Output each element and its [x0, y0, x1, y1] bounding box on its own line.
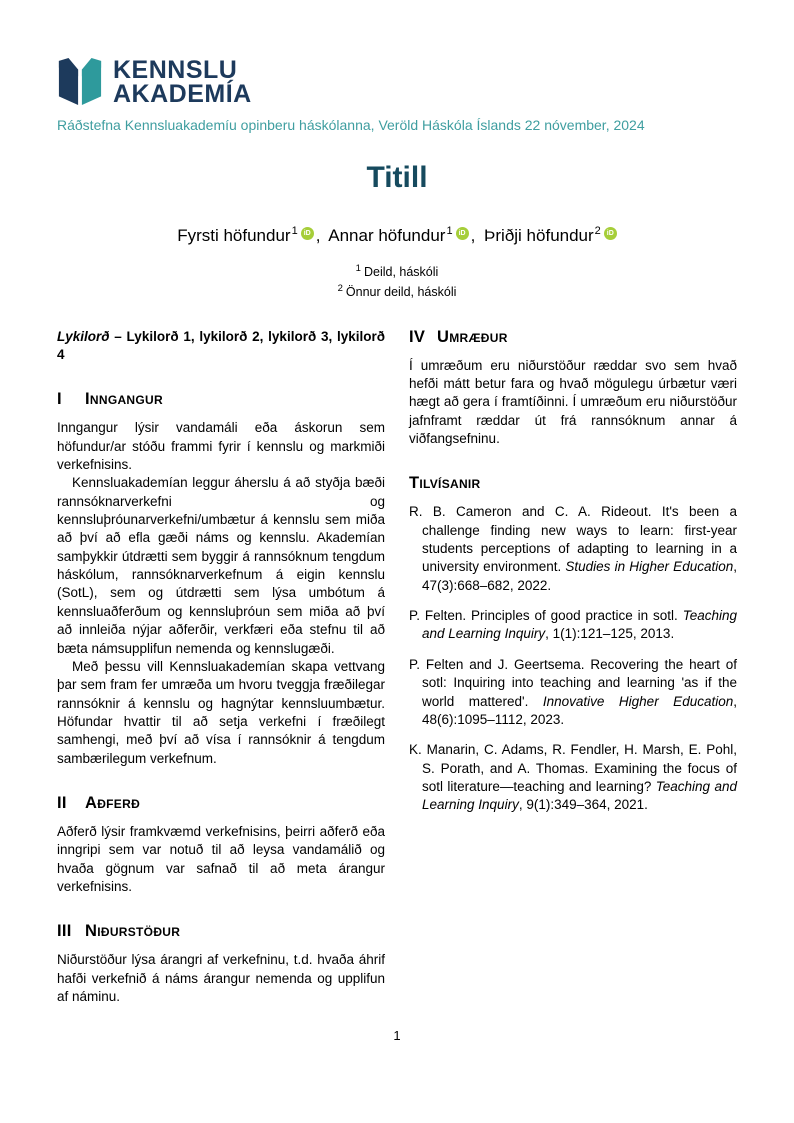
paragraph: Kennsluakademían leggur áherslu á að styðja bæði rannsóknarverkefni og kennsluþróunarverkefni/umbætur á kennslu sem miða að því að efla gæði náms og kennslu. Akademían samþykkir útdrætti sem byggir á rannsóknum tengdum háskólum, rannsóknarverkefnum á eigin kennslu (SotL), sem og útdrætti sem lýsa umbótum á kennsluaðferðum og kennsluþróun sem miða að því að innleiða nýjar aðferðir, verkfæri eða stefnu til að bæta námsupplifun nemenda og kennslugæði.	[57, 475, 385, 656]
reference-4	[409, 741, 737, 814]
section-title: Niðurstöður	[85, 922, 181, 941]
reference-text: R. B. Cameron and C. A. Rideout. It's been a challenge finding new ways to learn: first-year students perceptions of adapting to learning in a university environment.	[409, 504, 737, 575]
reference-3	[409, 656, 737, 729]
orcid-id-text: iD	[606, 230, 614, 237]
left-column	[57, 328, 385, 1007]
author-name: Þriðji höfundur	[484, 226, 594, 245]
reference-text: , 48(6):1095–1112, 2023.	[422, 693, 737, 727]
reference-text: , 9(1):349–364, 2021.	[518, 797, 648, 813]
section-heading	[409, 328, 737, 347]
author-3	[484, 226, 617, 245]
logo	[57, 57, 737, 107]
affiliation-sup: 2	[337, 282, 343, 294]
reference-text: K. Manarin, C. Adams, R. Fendler, H. Marsh, E. Pohl, S. Porath, and A. Thomas. Examining the focus of sotl literature—teaching and learning?	[409, 742, 737, 794]
section-title: Tilvísanir	[409, 474, 481, 493]
author-affiliation-sup: 1	[291, 225, 298, 237]
orcid-icon[interactable]	[456, 227, 469, 240]
author-2	[328, 226, 468, 245]
affiliation-1	[57, 262, 737, 282]
affiliation-sup: 1	[355, 263, 361, 274]
logo-line2: AKADEMÍA	[113, 80, 252, 108]
authors-line	[57, 225, 737, 246]
section-title: Aðferð	[85, 794, 141, 813]
page-header	[57, 57, 737, 133]
page-number: 1	[393, 1028, 401, 1043]
orcid-icon[interactable]	[604, 227, 617, 240]
reference-list	[409, 503, 737, 814]
section-number: IV	[409, 327, 426, 346]
keywords-label: Lykilorð	[57, 328, 110, 344]
reference-2	[409, 607, 737, 644]
reference-journal: Innovative Higher Education	[542, 693, 734, 709]
paragraph: Inngangur lýsir vandamáli eða áskorun sem höfundur/ar stóðu frammi fyrir í kennslu og markmiði verkefnisins.	[57, 420, 385, 472]
reference-journal: Studies in Higher Education	[565, 559, 734, 575]
author-affiliation-sup: 1	[446, 225, 453, 237]
section-title: Umræður	[437, 327, 508, 346]
orcid-id-text: iD	[458, 230, 466, 237]
paper-title: Titill	[366, 161, 428, 194]
reference-journal: Teaching and Learning Inquiry	[422, 608, 737, 642]
orcid-id-text: iD	[303, 230, 311, 237]
affiliation-text: Önnur deild, háskóli	[345, 284, 457, 299]
section-number: III	[57, 922, 72, 941]
affiliation-text: Deild, háskóli	[363, 265, 439, 279]
paragraph: Aðferð lýsir framkvæmd verkefnisins, þeirri aðferð eða inngripi sem var notuð til að leysa vandamálið og hvaða gögnum var safnað til að meta árangur verkefnisins.	[57, 824, 385, 895]
author-name: Annar höfundur	[328, 226, 446, 245]
section-adferd	[57, 794, 385, 896]
affiliations	[57, 262, 737, 302]
reference-journal: Teaching and Learning Inquiry	[422, 778, 737, 813]
section-number: II	[57, 794, 67, 813]
reference-text: P. Felten. Principles of good practice in sotl.	[409, 608, 683, 624]
section-inngangur	[57, 390, 385, 768]
section-heading	[57, 390, 385, 409]
paragraph: Með þessu vill Kennsluakademían skapa vettvang þar sem fram fer umræða um hvoru tveggja fræðilegar rannsóknir á kennslu og hagnýtar kennsluumbætur. Höfundar hvattir til að setja verkefni í fræðilegt samhengi, með því að vísa í rannsóknir á tengdum sambærilegum verkefnum.	[57, 658, 385, 766]
section-umraedur	[409, 328, 737, 449]
keywords-text: – Lykilorð 1, lykilorð 2, lykilorð 3, lykilorð 4	[57, 328, 385, 362]
open-book-logo-icon	[57, 57, 103, 107]
section-title: Inngangur	[85, 390, 163, 409]
affiliation-2	[57, 282, 737, 302]
reference-text: P. Felten and J. Geertsema. Recovering the heart of sotl: Inquiring into teaching and learning 'as if the world mattered'.	[409, 656, 737, 709]
paragraph: Niðurstöður lýsa árangri af verkefninu, t.d. hvaða áhrif hafði verkefnið á náms árangur nemenda og upplifun af náminu.	[57, 952, 385, 1005]
logo-wordmark	[113, 55, 252, 108]
section-heading	[409, 474, 737, 493]
right-column	[409, 328, 737, 1007]
conference-line: Ráðstefna Kennsluakademíu opinberu háskólanna, Veröld Háskóla Íslands 22 nóvember, 2024	[57, 117, 645, 133]
author-1	[177, 226, 314, 245]
orcid-icon[interactable]	[301, 227, 314, 240]
reference-1	[409, 503, 737, 595]
paragraph: Í umræðum eru niðurstöður ræddar svo sem hvað hefði mátt betur fara og hvað mögulegu úrbætur væri hægt að gera í framtíðinni. Í umræðum eru niðurstöður jafnframt ræddar út frá rannsóknum annar á viðfangsefninu.	[409, 357, 737, 446]
section-nidurstodur	[57, 922, 385, 1006]
section-tilvisanir	[409, 474, 737, 814]
two-column-body	[57, 328, 737, 1007]
reference-text: , 1(1):121–125, 2013.	[545, 626, 675, 642]
reference-text: , 47(3):668–682, 2022.	[422, 559, 737, 593]
author-separator: ,	[315, 226, 321, 245]
section-number: I	[57, 390, 62, 409]
author-affiliation-sup: 2	[594, 225, 601, 237]
author-name: Fyrsti höfundur	[177, 226, 291, 245]
keywords-line	[57, 328, 385, 365]
section-heading	[57, 794, 385, 813]
author-separator: ,	[470, 226, 476, 245]
section-heading	[57, 922, 385, 941]
logo-line1: KENNSLU	[113, 55, 238, 84]
